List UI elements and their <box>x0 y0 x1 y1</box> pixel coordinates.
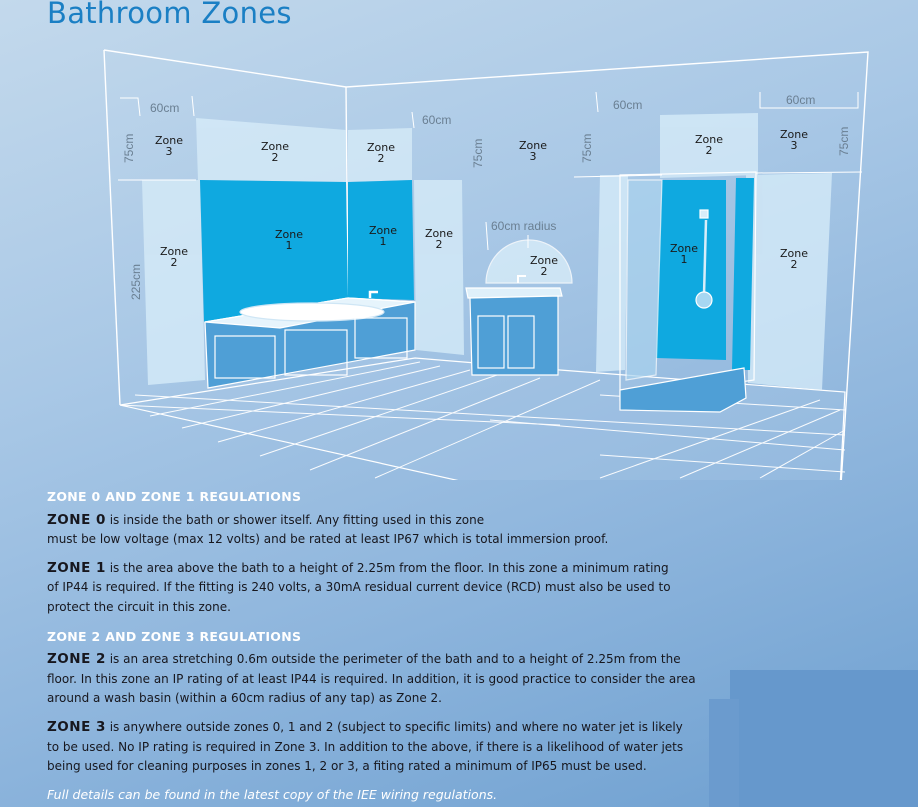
regulations-text <box>47 487 707 786</box>
page-title: Bathroom Zones <box>47 0 292 30</box>
zone-label: Zone <box>274 228 304 241</box>
measure-60cm: 60cm <box>150 101 180 115</box>
zone-label: Zone <box>669 242 699 255</box>
decorative-panel <box>730 670 918 807</box>
zone-label: Zone <box>159 245 189 258</box>
zone-0-text-line: is inside the bath or shower itself. Any fitting used in this zone <box>109 512 485 527</box>
measure-75cm: 75cm <box>471 138 485 168</box>
zone-label: Zone <box>260 140 290 153</box>
section-heading: ZONE 2 AND ZONE 3 REGULATIONS <box>47 628 302 644</box>
zone-number: 2 <box>271 151 279 164</box>
measure-60cm-radius: 60cm radius <box>491 219 557 233</box>
zone-number: 2 <box>540 265 548 278</box>
zone-3-text-line: to be used. No IP rating is required in Zone 3. In addition to the above, if there is a likelihood of water jets <box>47 739 684 754</box>
zone-number: 2 <box>705 144 713 157</box>
zone-2-key: ZONE 2 <box>47 651 106 668</box>
zone-2-text-line: around a wash basin (within a 60cm radius of any tap) as Zone 2. <box>47 691 442 706</box>
zone-label: Zone <box>779 128 809 141</box>
zone-label: Zone <box>694 133 724 146</box>
zone-label: Zone <box>518 139 548 152</box>
zone-1-text-line: is the area above the bath to a height of 2.25m from the floor. In this zone a minimum rating <box>109 560 669 575</box>
zone-1-text-line: protect the circuit in this zone. <box>47 599 231 614</box>
zone-number: 1 <box>285 239 293 252</box>
zone-number: 1 <box>379 235 387 248</box>
zone-number: 2 <box>170 256 178 269</box>
zone-number: 3 <box>165 145 173 158</box>
zone-number: 2 <box>435 238 443 251</box>
zone-number: 2 <box>377 152 385 165</box>
measure-225cm: 225cm <box>129 263 143 300</box>
zone-label: Zone <box>368 224 398 237</box>
zone-label: Zone <box>529 254 559 267</box>
measure-60cm: 60cm <box>786 93 816 107</box>
zone-label: Zone <box>779 247 809 260</box>
zone-1-key: ZONE 1 <box>47 559 106 576</box>
measure-75cm: 75cm <box>837 126 851 156</box>
footer-note: Full details can be found in the latest copy of the IEE wiring regulations. <box>47 787 498 802</box>
zone-0-paragraph <box>47 511 707 550</box>
decorative-panel-strip <box>709 699 739 807</box>
zone-3-text-line: is anywhere outside zones 0, 1 and 2 (subject to specific limits) and where no water jet is likely <box>109 719 683 734</box>
zone-2-text-line: floor. In this zone an IP rating of at least IP44 is required. In addition, it is good practice to consider the area <box>47 671 696 686</box>
zone-number: 3 <box>529 150 537 163</box>
zone-3-key: ZONE 3 <box>47 718 106 735</box>
measure-60cm: 60cm <box>613 98 643 112</box>
zone-3-paragraph <box>47 718 707 777</box>
zone-3-text-line: being used for cleaning purposes in zones 1, 2 or 3, a fiting rated a minimum of IP65 must be used. <box>47 759 647 774</box>
zone-label: Zone <box>366 141 396 154</box>
zone-label: Zone <box>154 134 184 147</box>
section-heading: ZONE 0 AND ZONE 1 REGULATIONS <box>47 489 302 504</box>
zone-number: 3 <box>790 139 798 152</box>
measure-75cm: 75cm <box>122 133 136 163</box>
zone-1-paragraph <box>47 559 707 618</box>
zone-label: Zone <box>424 227 454 240</box>
zone-2-paragraph <box>47 650 707 709</box>
zone-0-key: ZONE 0 <box>47 511 106 528</box>
zone-0-text-line: must be low voltage (max 12 volts) and be rated at least IP67 which is total immersion proof. <box>47 532 609 547</box>
zone-1-text-line: of IP44 is required. If the fitting is 240 volts, a 30mA residual current device (RCD) must also be used to <box>47 580 671 595</box>
measure-60cm: 60cm <box>422 113 452 127</box>
zone-number: 2 <box>790 258 798 271</box>
zone-2-text-line: is an area stretching 0.6m outside the perimeter of the bath and to a height of 2.25m from the <box>109 652 681 667</box>
zone-number: 1 <box>680 253 688 266</box>
measure-75cm: 75cm <box>580 133 594 163</box>
